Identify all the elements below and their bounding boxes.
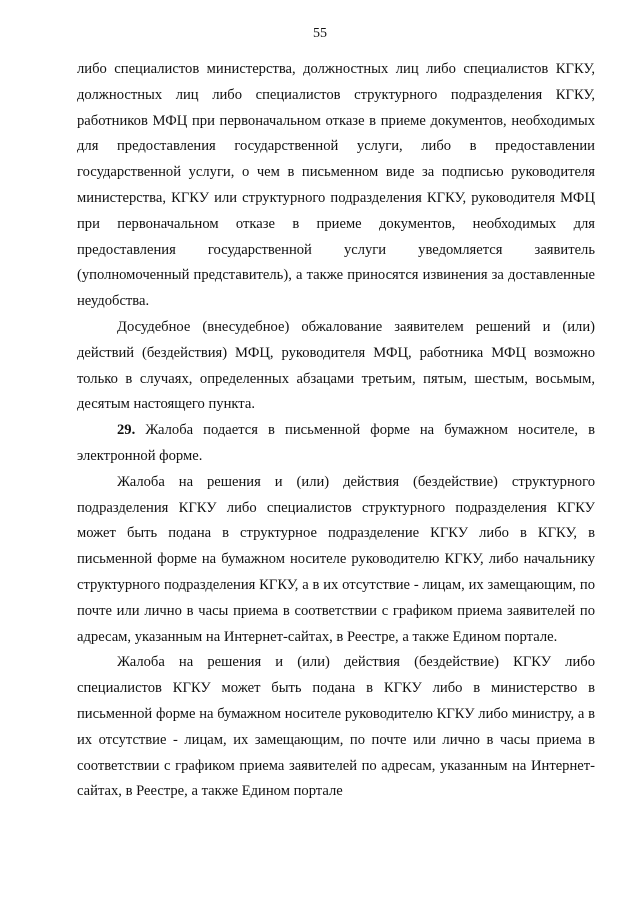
paragraph-complaint-kgku: Жалоба на решения и (или) действия (бездействие) КГКУ либо специалистов КГКУ может быть подана в КГКУ либо в министерство в письменной форме на бумажном носителе руководителю КГКУ либо министру, а в их отсутствие - лицам, их замещающим, по почте или лично в часы приема в соответствии с графиком приема заявителей по адресам, указанным на Интернет-сайтах, в Реестре, а также Едином портале (77, 654, 595, 800)
paragraph-continuation: либо специалистов министерства, должностных лиц либо специалистов КГКУ, должностных лиц либо специалистов структурного подразделения КГКУ, работников МФЦ при первоначальном отказе в приеме документов, необходимых для предоставления государственной услуги, либо в предоставлении государственной услуги, о чем в письменном виде за подписью руководителя министерства, КГКУ или структурного подразделения КГКУ, руководителя МФЦ при первоначальном отказе в приеме документов, необходимых для предоставления государственной услуги уведомляется заявитель (уполномоченный представитель), а также приносятся извинения за доставленные неудобства. (77, 61, 595, 310)
page-number: 55 (313, 26, 327, 41)
paragraph-complaint-structural-unit: Жалоба на решения и (или) действия (бездействие) структурного подразделения КГКУ либо специалистов структурного подразделения КГКУ может быть подана в структурное подразделение КГКУ либо в КГКУ, в письменной форме на бумажном носителе руководителю КГКУ, либо начальнику структурного подразделения КГКУ, а в их отсутствие - лицам, их замещающим, по почте или лично в часы приема в соответствии с графиком приема заявителей по адресам, указанным на Интернет-сайтах, в Реестре, а также Едином портале. (77, 473, 595, 645)
paragraph-point-29 (77, 418, 595, 470)
paragraph-pretrial-appeal: Досудебное (внесудебное) обжалование заявителем решений и (или) действий (бездействия) МФЦ, руководителя МФЦ, работника МФЦ возможно только в случаях, определенных абзацами третьим, пятым, шестым, восьмым, десятым настоящего пункта. (77, 318, 595, 413)
document-body (77, 57, 595, 805)
point-number: 29. (117, 422, 136, 439)
paragraph-point-29-text: Жалоба подается в письменной форме на бумажном носителе, в электронной форме. (77, 422, 595, 464)
